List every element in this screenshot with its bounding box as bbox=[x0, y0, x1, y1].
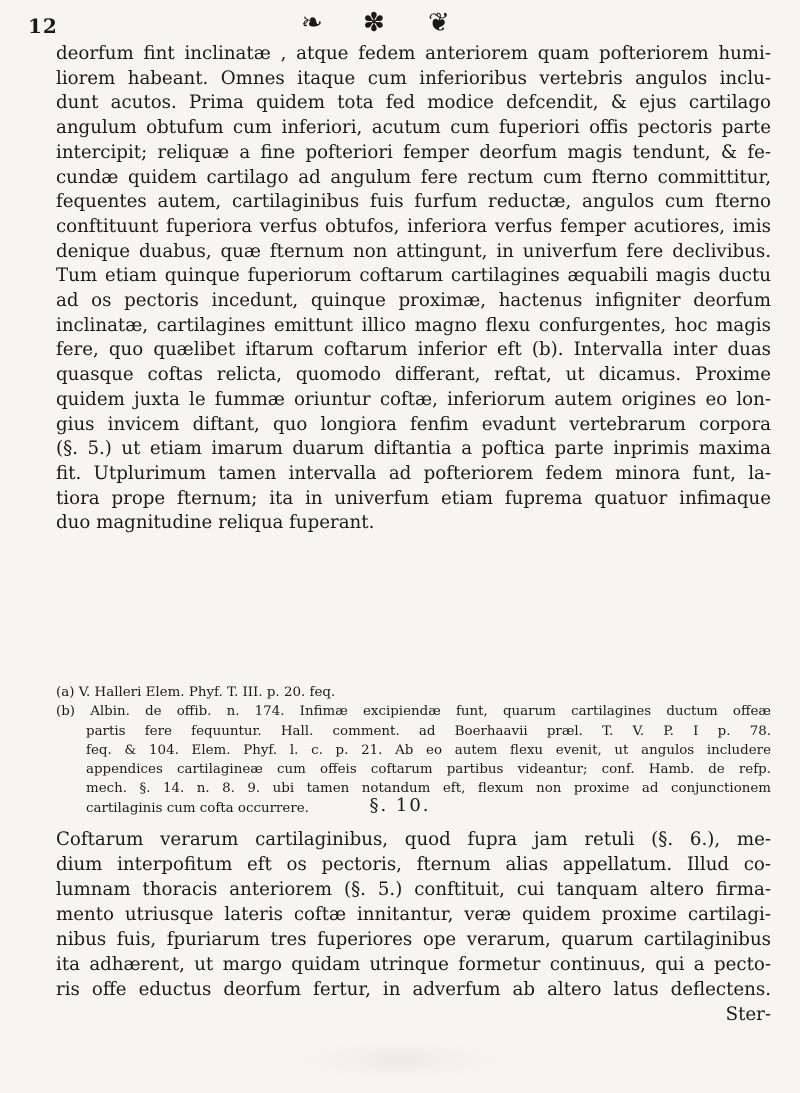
text-line: quidem juxta le fummæ oriuntur coftæ, inferiorum autem origines eo lon- bbox=[56, 388, 771, 410]
text-line: fit. Utplurimum tamen intervalla ad pofteriorem fedem minora funt, la- bbox=[56, 462, 771, 484]
text-line: denique duabus, quæ fternum non attingunt, in univerfum fere declivibus. bbox=[56, 240, 771, 262]
page-number: 12 bbox=[28, 14, 58, 38]
paper-stain bbox=[300, 1040, 500, 1080]
ornament-icon: ✽ bbox=[363, 8, 385, 38]
text-line: deorfum fint inclinatæ , atque fedem anteriorem quam pofteriorem humi- bbox=[56, 43, 771, 64]
text-line: nibus fuis, fpuriarum tres fuperiores ope verarum, quarum cartilaginibus bbox=[56, 929, 771, 950]
text-line: tiora prope fternum; ita in univerfum etiam fuprema quatuor infimaque bbox=[56, 487, 771, 509]
text-line: fere, quo quælibet iftarum coftarum inferior eft (b). Intervalla inter duas bbox=[56, 339, 771, 361]
footnote-line: cartilaginis cum cofta occurrere. bbox=[86, 800, 309, 816]
section-heading: §. 10. bbox=[369, 795, 431, 816]
catchword: Ster- bbox=[725, 1004, 771, 1025]
text-line: gius invicem diftant, quo longiora fenfim evadunt vertebrarum corpora bbox=[56, 413, 771, 435]
ornament-icon: ❧ bbox=[301, 8, 323, 38]
text-line: Tum etiam quinque fuperiorum coftarum cartilagines æquabili magis ductu bbox=[56, 265, 771, 287]
text-line: dium interpofitum eft os pectoris, fternum alias appellatum. Illud co- bbox=[56, 854, 771, 875]
text-line: mento utriusque lateris coftæ innitantur, veræ quidem proxime cartilagi- bbox=[56, 904, 771, 925]
text-line: dunt acutos. Prima quidem tota fed modice defcendit, & ejus cartilago bbox=[56, 92, 771, 114]
footnote-line: feq. & 104. Elem. Phyf. l. c. p. 21. Ab eo autem flexu evenit, ut angulos includere bbox=[86, 742, 771, 758]
text-line: ad os pectoris incedunt, quinque proximæ, hactenus infigniter deorfum bbox=[56, 290, 771, 312]
text-line: angulum obtufum cum inferiori, acutum cum fuperiori offis pectoris parte bbox=[56, 117, 771, 139]
text-line: fequentes autem, cartilaginibus fuis furfum reductæ, angulos cum fterno bbox=[56, 191, 771, 213]
footnote-a: (a) V. Halleri Elem. Phyf. T. III. p. 20. feq. bbox=[56, 685, 336, 700]
section-paragraph bbox=[56, 827, 771, 1027]
page-header bbox=[28, 8, 772, 42]
ornament-icon: ❦ bbox=[428, 8, 450, 38]
text-line: (§. 5.) ut etiam imarum duarum diftantia a poftica parte inprimis maxima bbox=[56, 438, 771, 460]
text-line: Coftarum verarum cartilaginibus, quod fupra jam retuli (§. 6.), me- bbox=[56, 829, 771, 850]
footnote-b: (b) Albin. de offib. n. 174. Infimæ excipiendæ funt, quarum cartilagines ductum offeæ bbox=[56, 704, 771, 720]
text-line: inclinatæ, cartilagines emittunt illico magno flexu confurgentes, hoc magis bbox=[56, 314, 771, 336]
text-line: ita adhærent, ut margo quidam utrinque formetur continuus, qui a pecto- bbox=[56, 954, 771, 975]
footnote-line: mech. §. 14. n. 8. 9. ubi tamen notandum eft, flexum non proxime ad conjunctionem bbox=[86, 781, 771, 797]
text-line: conftituunt fuperiora verfus obtufos, inferiora verfus femper acutiores, imis bbox=[56, 215, 771, 237]
text-line: intercipit; reliquæ a fine pofteriori femper deorfum magis tendunt, & fe- bbox=[56, 141, 771, 163]
main-paragraph bbox=[56, 42, 771, 536]
text-line: cundæ quidem cartilago ad angulum fere rectum cum fterno committitur, bbox=[56, 166, 771, 188]
text-line: liorem habeant. Omnes itaque cum inferioribus vertebris angulos inclu- bbox=[56, 67, 771, 89]
text-line: quasque coftas relicta, quomodo differant, reftat, ut dicamus. Proxime bbox=[56, 364, 771, 386]
text-line: lumnam thoracis anteriorem (§. 5.) conftituit, cui tanquam altero firma- bbox=[56, 879, 771, 900]
text-line: duo magnitudine reliqua fuperant. bbox=[56, 512, 375, 534]
text-line: ris offe eductus deorfum fertur, in adverfum ab altero latus deflectens. bbox=[56, 979, 771, 1000]
footnote-line: partis fere fequuntur. Hall. comment. ad Boerhaavii præl. T. V. P. I p. 78. bbox=[86, 723, 771, 739]
footnote-line: appendices cartilagineæ cum offeis coftarum partibus videantur; conf. Hamb. de refp. bbox=[86, 762, 771, 778]
